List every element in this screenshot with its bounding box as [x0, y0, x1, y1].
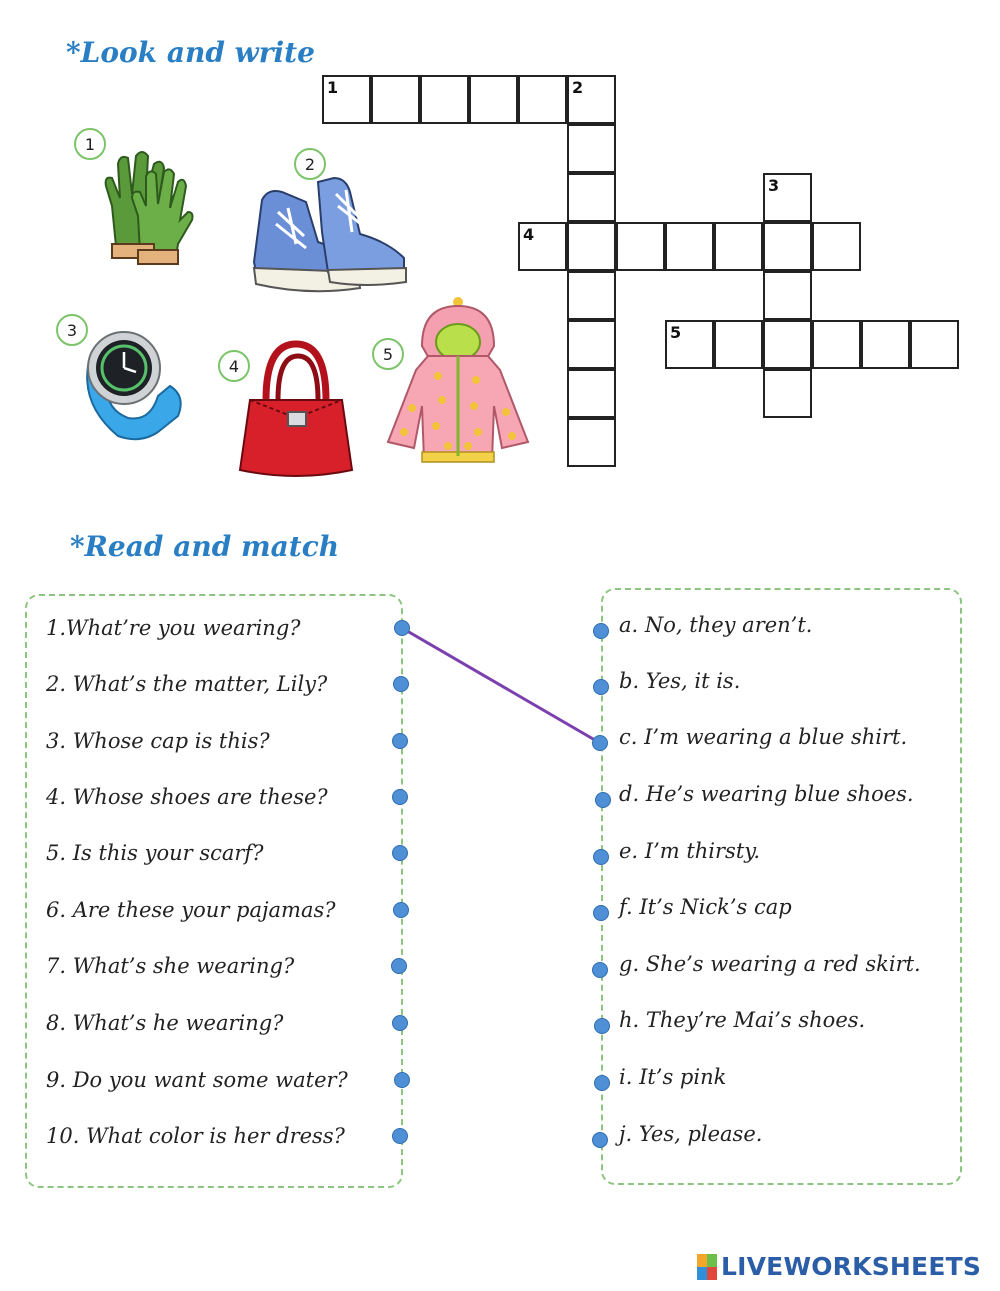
liveworksheets-logo-icon [697, 1254, 717, 1280]
crossword-cell[interactable] [420, 75, 469, 124]
answer-c-connector-dot[interactable] [592, 735, 608, 751]
answer-g: g. She’s wearing a red skirt. [619, 952, 921, 976]
question-7: 7. What’s she wearing? [46, 954, 295, 978]
answer-e-connector-dot[interactable] [593, 849, 609, 865]
jacket-icon [382, 296, 534, 468]
answer-g-connector-dot[interactable] [592, 962, 608, 978]
crossword-cell[interactable] [567, 418, 616, 467]
crossword-cell[interactable] [763, 222, 812, 271]
question-8-connector-dot[interactable] [392, 1015, 408, 1031]
crossword-cell[interactable] [665, 222, 714, 271]
answer-d: d. He’s wearing blue shoes. [619, 782, 914, 806]
crossword-cell[interactable] [714, 320, 763, 369]
question-1-connector-dot[interactable] [394, 620, 410, 636]
crossword-cell[interactable] [518, 75, 567, 124]
crossword-cell[interactable] [910, 320, 959, 369]
question-4-connector-dot[interactable] [392, 789, 408, 805]
crossword-cell[interactable] [567, 173, 616, 222]
gloves-icon [96, 146, 196, 266]
answer-j-connector-dot[interactable] [592, 1132, 608, 1148]
read-and-match-title: *Read and match [70, 530, 340, 563]
question-8: 8. What’s he wearing? [46, 1011, 284, 1035]
crossword-cell[interactable] [371, 75, 420, 124]
crossword-clue-number-2: 2 [572, 78, 584, 97]
brand-name: LIVEWORKSHEETS [721, 1252, 982, 1281]
question-1: 1.What’re you wearing? [46, 616, 301, 640]
picture-number-1: 1 [74, 128, 106, 160]
crossword-cell[interactable] [763, 173, 812, 222]
question-4: 4. Whose shoes are these? [46, 785, 328, 809]
answer-i: i. It’s pink [619, 1065, 727, 1089]
question-2: 2. What’s the matter, Lily? [46, 672, 328, 696]
crossword-cell[interactable] [567, 222, 616, 271]
question-2-connector-dot[interactable] [393, 676, 409, 692]
match-line-1 [402, 628, 600, 743]
crossword-clue-number-1: 1 [327, 78, 339, 97]
crossword-cell[interactable] [567, 320, 616, 369]
answer-a-connector-dot[interactable] [593, 623, 609, 639]
crossword-cell[interactable] [567, 369, 616, 418]
picture-number-2: 2 [294, 148, 326, 180]
answer-f: f. It’s Nick’s cap [619, 895, 792, 919]
question-5: 5. Is this your scarf? [46, 841, 264, 865]
answer-h: h. They’re Mai’s shoes. [619, 1008, 866, 1032]
crossword-cell[interactable] [567, 124, 616, 173]
sneakers-icon [248, 172, 410, 296]
crossword-cell[interactable] [714, 222, 763, 271]
question-9: 9. Do you want some water? [46, 1068, 348, 1092]
crossword-cell[interactable] [763, 369, 812, 418]
question-10: 10. What color is her dress? [46, 1124, 345, 1148]
question-5-connector-dot[interactable] [392, 845, 408, 861]
crossword-clue-number-3: 3 [768, 176, 780, 195]
question-3-connector-dot[interactable] [392, 733, 408, 749]
question-10-connector-dot[interactable] [392, 1128, 408, 1144]
crossword-cell[interactable] [763, 320, 812, 369]
crossword-cell[interactable] [763, 271, 812, 320]
answer-e: e. I’m thirsty. [619, 839, 761, 863]
question-6-connector-dot[interactable] [393, 902, 409, 918]
answer-a: a. No, they aren’t. [619, 613, 813, 637]
question-7-connector-dot[interactable] [391, 958, 407, 974]
crossword-cell[interactable] [861, 320, 910, 369]
answer-b: b. Yes, it is. [619, 669, 741, 693]
crossword-clue-number-5: 5 [670, 323, 682, 342]
answer-d-connector-dot[interactable] [595, 792, 611, 808]
look-and-write-title: *Look and write [66, 36, 315, 69]
crossword-cell[interactable] [812, 320, 861, 369]
question-9-connector-dot[interactable] [394, 1072, 410, 1088]
crossword-cell[interactable] [665, 320, 714, 369]
crossword-cell[interactable] [812, 222, 861, 271]
liveworksheets-logo [697, 1252, 981, 1281]
crossword-cell[interactable] [567, 271, 616, 320]
answer-i-connector-dot[interactable] [594, 1075, 610, 1091]
crossword-clue-number-4: 4 [523, 225, 535, 244]
watch-icon [78, 326, 186, 444]
answer-f-connector-dot[interactable] [593, 905, 609, 921]
question-3: 3. Whose cap is this? [46, 729, 270, 753]
crossword-cell[interactable] [616, 222, 665, 271]
crossword-cell[interactable] [567, 75, 616, 124]
crossword-cell[interactable] [322, 75, 371, 124]
picture-number-3: 3 [56, 314, 88, 346]
picture-number-4: 4 [218, 350, 250, 382]
answer-c: c. I’m wearing a blue shirt. [619, 725, 908, 749]
handbag-icon [236, 340, 356, 482]
answer-b-connector-dot[interactable] [593, 679, 609, 695]
picture-number-5: 5 [372, 338, 404, 370]
answer-h-connector-dot[interactable] [594, 1018, 610, 1034]
answer-j: j. Yes, please. [619, 1122, 763, 1146]
crossword-cell[interactable] [518, 222, 567, 271]
question-6: 6. Are these your pajamas? [46, 898, 336, 922]
crossword-cell[interactable] [469, 75, 518, 124]
